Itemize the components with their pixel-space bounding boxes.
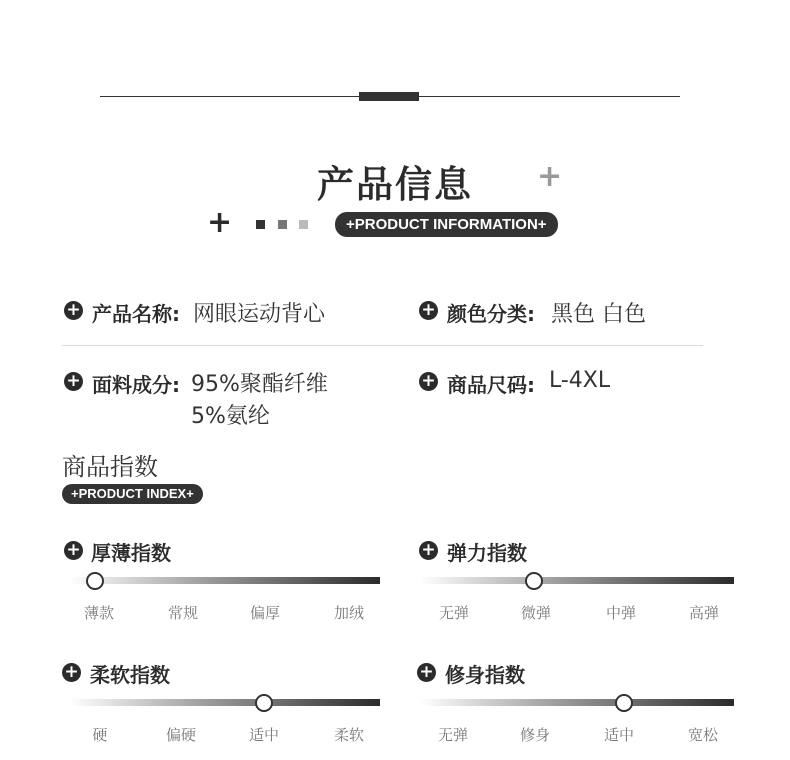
- fabric-value: 5%氨纶: [191, 404, 270, 429]
- page-title: 产品信息: [317, 163, 473, 206]
- fit-slider-knob: [615, 694, 633, 712]
- plus-circle-icon: +: [419, 301, 438, 320]
- index-section-title: 商品指数: [62, 453, 158, 481]
- color-value: 黑色 白色: [551, 302, 646, 327]
- plus-circle-icon: +: [64, 372, 83, 391]
- thickness-slider-track: [70, 577, 380, 584]
- elasticity-slider-knob: [525, 572, 543, 590]
- plus-circle-icon: +: [62, 663, 81, 682]
- plus-icon: +: [537, 159, 563, 194]
- color-label: 颜色分类:: [447, 302, 535, 326]
- square-icon: [256, 220, 265, 229]
- thickness-tick: 偏厚: [249, 604, 280, 622]
- plus-icon: +: [207, 205, 233, 240]
- fit-tick: 适中: [603, 726, 634, 744]
- plus-circle-icon: +: [419, 541, 438, 560]
- fit-tick: 宽松: [687, 726, 718, 744]
- elasticity-slider-track: [420, 577, 734, 584]
- elasticity-tick: 无弹: [438, 604, 469, 622]
- divider: [62, 345, 703, 346]
- product-name-value: 网眼运动背心: [193, 302, 326, 327]
- header-line-accent: [359, 92, 419, 101]
- square-icon: [299, 220, 308, 229]
- thickness-index-label: 厚薄指数: [91, 541, 171, 565]
- thickness-tick: 加绒: [333, 604, 364, 622]
- product-name-label: 产品名称:: [92, 302, 180, 326]
- elasticity-tick: 高弹: [688, 604, 719, 622]
- plus-circle-icon: +: [64, 301, 83, 320]
- fit-tick: 无弹: [437, 726, 468, 744]
- plus-circle-icon: +: [417, 663, 436, 682]
- fabric-value: 95%聚酯纤维: [191, 372, 328, 397]
- square-icon: [278, 220, 287, 229]
- softness-index-label: 柔软指数: [90, 663, 170, 687]
- softness-tick: 硬: [92, 726, 108, 744]
- fit-tick: 修身: [519, 726, 550, 744]
- softness-tick: 偏硬: [165, 726, 196, 744]
- thickness-slider-knob: [86, 572, 104, 590]
- fit-index-label: 修身指数: [445, 663, 525, 687]
- plus-circle-icon: +: [64, 541, 83, 560]
- thickness-tick: 常规: [167, 604, 198, 622]
- fit-slider-track: [420, 699, 734, 706]
- fabric-label: 面料成分:: [92, 373, 180, 397]
- softness-slider-knob: [255, 694, 273, 712]
- softness-slider-track: [70, 699, 380, 706]
- elasticity-index-label: 弹力指数: [447, 541, 527, 565]
- elasticity-tick: 中弹: [605, 604, 636, 622]
- softness-tick: 柔软: [333, 726, 364, 744]
- thickness-tick: 薄款: [83, 604, 114, 622]
- plus-circle-icon: +: [419, 372, 438, 391]
- elasticity-tick: 微弹: [520, 604, 551, 622]
- product-index-badge: +PRODUCT INDEX+: [62, 484, 203, 504]
- size-value: L-4XL: [549, 368, 611, 393]
- product-information-badge: +PRODUCT INFORMATION+: [335, 212, 558, 237]
- size-label: 商品尺码:: [447, 373, 535, 397]
- softness-tick: 适中: [248, 726, 279, 744]
